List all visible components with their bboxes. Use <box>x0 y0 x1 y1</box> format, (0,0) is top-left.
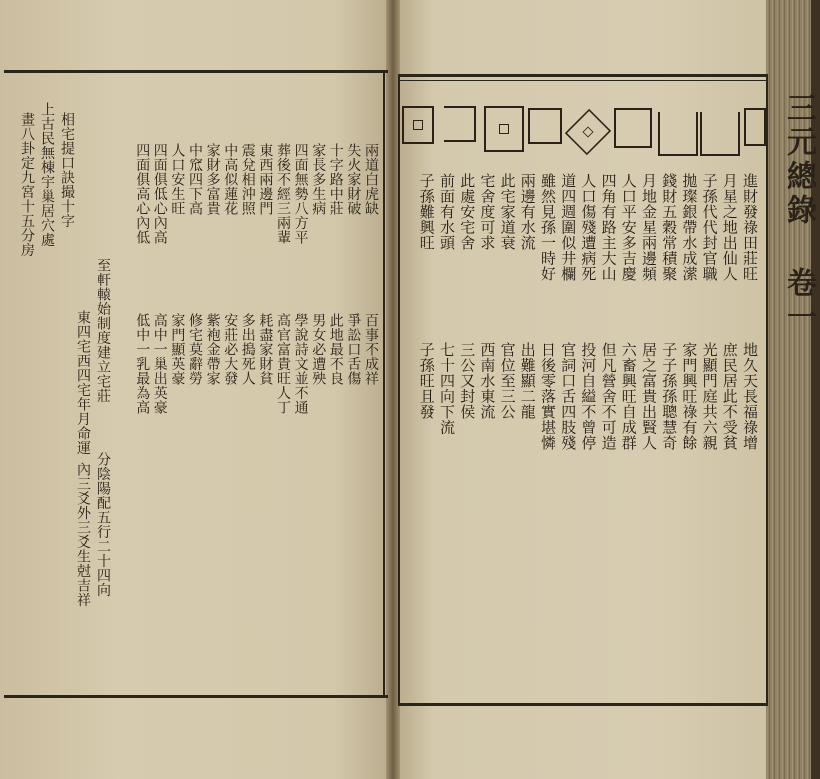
left-column-bottom: 高中一巢出英豪 <box>151 313 168 415</box>
left-column-bottom: 多出搗死人 <box>239 313 256 386</box>
left-column-top: 兩道白虎缺 <box>363 143 379 216</box>
left-column-top: 家財多富貴 <box>204 143 221 216</box>
right-column-top: 宅舍度可求 <box>478 173 497 251</box>
left-column-bottom: 百事不成祥 <box>363 313 379 386</box>
right-column-bottom: 庶民居此不受貧 <box>720 342 739 451</box>
left-column-top: 四面無勢八方平 <box>292 143 309 245</box>
left-column-top: 家長多生病 <box>310 143 327 216</box>
right-frame-top <box>398 74 768 77</box>
right-column-bottom: 西南水東流 <box>478 342 497 420</box>
left-column-bottom: 低中一乳最為高 <box>134 313 151 415</box>
book-title: 三元總錄 卷一 <box>781 92 816 335</box>
square-glyph <box>528 108 562 144</box>
left-column-top: 四面俱高心內低 <box>134 143 151 245</box>
left-frame-top <box>4 70 388 73</box>
left-column-bottom: 耗盡家財貧 <box>257 313 274 386</box>
left-column-bottom: 修宅莫辭勞 <box>187 313 203 386</box>
wide-base-glyph <box>700 112 740 156</box>
open-square-glyph <box>402 106 434 144</box>
left-frame-bottom <box>4 695 388 698</box>
door-glyph <box>444 106 476 142</box>
left-column-bottom: 學說詩文並不通 <box>292 313 309 415</box>
left-column-bottom: 安莊必大發 <box>222 313 239 386</box>
right-column-bottom: 子孫旺且發 <box>417 342 436 420</box>
left-column-bottom: 紫袍金帶家 <box>204 313 221 386</box>
left-note-column: 東四宅西四宅年月命運 <box>75 310 91 455</box>
right-column-top: 月地金星兩邊頻 <box>640 173 658 282</box>
left-note-column: 至軒轅始制度建立宅莊 <box>95 258 111 403</box>
left-frame-right <box>383 70 385 698</box>
right-column-bottom: 但凡營舍不可造 <box>599 342 618 451</box>
right-column-top: 拋璨銀帶水成潆 <box>680 173 699 282</box>
left-note-column: 畫八卦定九宮十五分房 <box>19 112 35 257</box>
left-column-bottom: 高官富貴旺人丁 <box>275 313 291 415</box>
right-column-bottom: 三公又封侯 <box>458 342 477 420</box>
right-frame-margin-line <box>766 74 768 706</box>
right-column-top: 月星之地出仙人 <box>720 173 739 282</box>
right-column-top: 子孫代代封官職 <box>700 173 719 282</box>
right-frame-left <box>398 74 400 706</box>
left-column-bottom: 家門顯英豪 <box>169 313 186 386</box>
right-column-bottom: 光顯門庭共六親 <box>700 342 719 451</box>
right-column-bottom: 日後零落實堪憐 <box>539 342 557 451</box>
flat-base-glyph <box>658 112 698 156</box>
left-note-column: 分陰陽配五行二十四向 <box>95 452 111 597</box>
right-column-top: 此宅家道衰 <box>498 173 517 251</box>
left-note-column: 相宅提口訣撮十字 <box>59 112 75 228</box>
glyph-inner-mark <box>413 120 423 130</box>
tall-base-glyph <box>744 108 766 146</box>
left-column-bottom: 爭訟口舌傷 <box>345 313 362 386</box>
left-column-top: 四面俱低心內高 <box>151 143 168 245</box>
right-column-bottom: 家門興旺祿有餘 <box>680 342 699 451</box>
left-column-bottom: 此地最不良 <box>327 313 344 386</box>
left-column-top: 中窊四下高 <box>187 143 203 216</box>
left-column-top: 震兌相沖照 <box>239 143 256 216</box>
right-frame-top-inner <box>398 80 768 81</box>
right-column-top: 雖然見孫一時好 <box>539 173 557 282</box>
right-column-bottom: 六畜興旺自成群 <box>619 342 638 451</box>
left-column-bottom: 男女必遭殃 <box>310 313 327 386</box>
glyph-inner-mark <box>499 124 509 134</box>
bracket-glyph <box>484 106 524 152</box>
right-column-bottom: 七十四向下流 <box>438 342 456 435</box>
glyph-inner-mark <box>582 126 593 137</box>
right-column-bottom: 官位至三公 <box>498 342 517 420</box>
right-column-top: 進財發祿田莊旺 <box>741 173 759 282</box>
right-frame-bottom <box>398 703 768 706</box>
left-note-column: 上古民無棟宇巢居穴處 <box>39 102 55 247</box>
right-column-bottom: 投河自縊不曾停 <box>579 342 598 451</box>
left-column-top: 中高似蓮花 <box>222 143 239 216</box>
right-column-bottom: 地久天長福祿增 <box>741 342 759 451</box>
right-column-bottom: 官詞口舌四肢殘 <box>559 342 578 451</box>
left-column-top: 失火家財破 <box>345 143 362 216</box>
left-note-column: 內三爻外三爻生尅吉祥 <box>75 462 91 607</box>
left-column-top: 東西兩邊門 <box>257 143 274 216</box>
left-column-top: 人口安生旺 <box>169 143 186 216</box>
right-column-bottom: 居之富貴出賢人 <box>640 342 658 451</box>
right-column-top: 兩邊有水流 <box>518 173 537 251</box>
right-column-bottom: 出難顯二龍 <box>518 342 537 420</box>
right-column-top: 此處安宅舍 <box>458 173 477 251</box>
right-column-top: 道四週圍似井欄 <box>559 173 578 282</box>
right-column-top: 人口傷殘遭病死 <box>579 173 598 282</box>
right-column-top: 子孫難興旺 <box>417 173 436 251</box>
box-glyph <box>614 108 652 148</box>
left-column-top: 十字路中莊 <box>327 143 344 216</box>
right-column-top: 前面有水頭 <box>438 173 456 251</box>
left-column-top: 葬後不經三兩輩 <box>275 143 291 245</box>
right-column-top: 四角有路主大山 <box>599 173 618 282</box>
right-column-top: 人口平安多吉慶 <box>619 173 638 282</box>
right-column-top: 錢財五穀常積聚 <box>660 173 679 282</box>
right-column-bottom: 子子孫孫聰慧奇 <box>660 342 679 451</box>
